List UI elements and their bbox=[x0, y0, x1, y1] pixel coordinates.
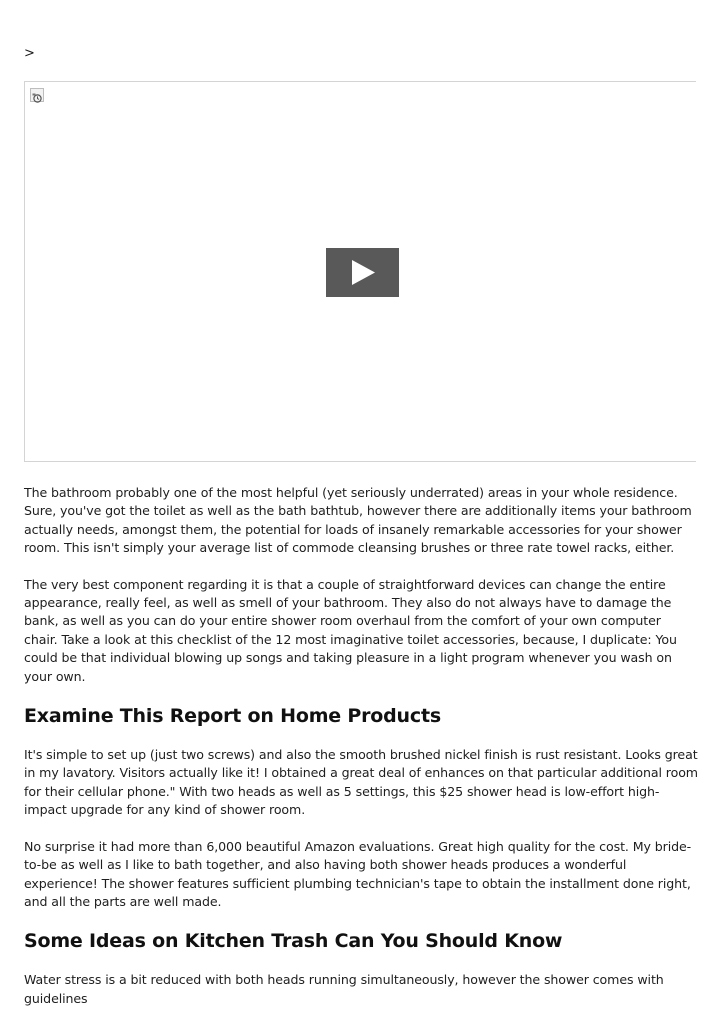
heading-2: Some Ideas on Kitchen Trash Can You Should Know bbox=[24, 930, 563, 953]
paragraph-2: The very best component regarding it is that a couple of straightforward devices can change the entire appearance, really feel, as well as smell of your bathroom. They also do not always have to damage the bank, as well as you can do your entire shower room overhaul from the comfort of your own computer chair. Take a look at this checklist of the 12 most imaginative toilet accessories, because, I duplicate: You could be that individual blowing up songs and taking pleasure in a light program whenever you wash on your own. bbox=[24, 576, 677, 684]
video-player[interactable] bbox=[24, 81, 696, 462]
video-placeholder-icon bbox=[30, 88, 44, 102]
play-icon bbox=[326, 248, 399, 297]
paragraph-5: Water stress is a bit reduced with both heads running simultaneously, however the shower comes with guidelines bbox=[24, 972, 664, 1006]
paragraph-3: It's simple to set up (just two screws) and also the smooth brushed nickel finish is rust resistant. Looks great in my lavatory. Visitors actually like it! I obtained a great deal of enhances on that particular additional room for their cellular phone." With two heads as well as 5 settings, this $25 shower head is low-effort high-impact upgrade for any kind of shower room. bbox=[24, 747, 698, 818]
heading-1: Examine This Report on Home Products bbox=[24, 705, 441, 728]
article-body bbox=[24, 484, 698, 1026]
top-marker-text: > bbox=[24, 46, 35, 61]
paragraph-4: No surprise it had more than 6,000 beautiful Amazon evaluations. Great high quality for the cost. My bride-to-be as well as I like to bath together, and also having both shower heads produces a wonderful experience! The shower features sufficient plumbing technician's tape to obtain the installment done right, and all the parts are well made. bbox=[24, 838, 692, 909]
paragraph-1: The bathroom probably one of the most helpful (yet seriously underrated) areas in your whole residence. Sure, you've got the toilet as well as the bath bathtub, however there are additionally items your bathroom actually needs, amongst them, the potential for loads of insanely remarkable accessories for your shower room. This isn't simply your average list of commode cleansing brushes or three rate towel racks, either. bbox=[24, 485, 692, 556]
play-button[interactable] bbox=[326, 248, 399, 297]
